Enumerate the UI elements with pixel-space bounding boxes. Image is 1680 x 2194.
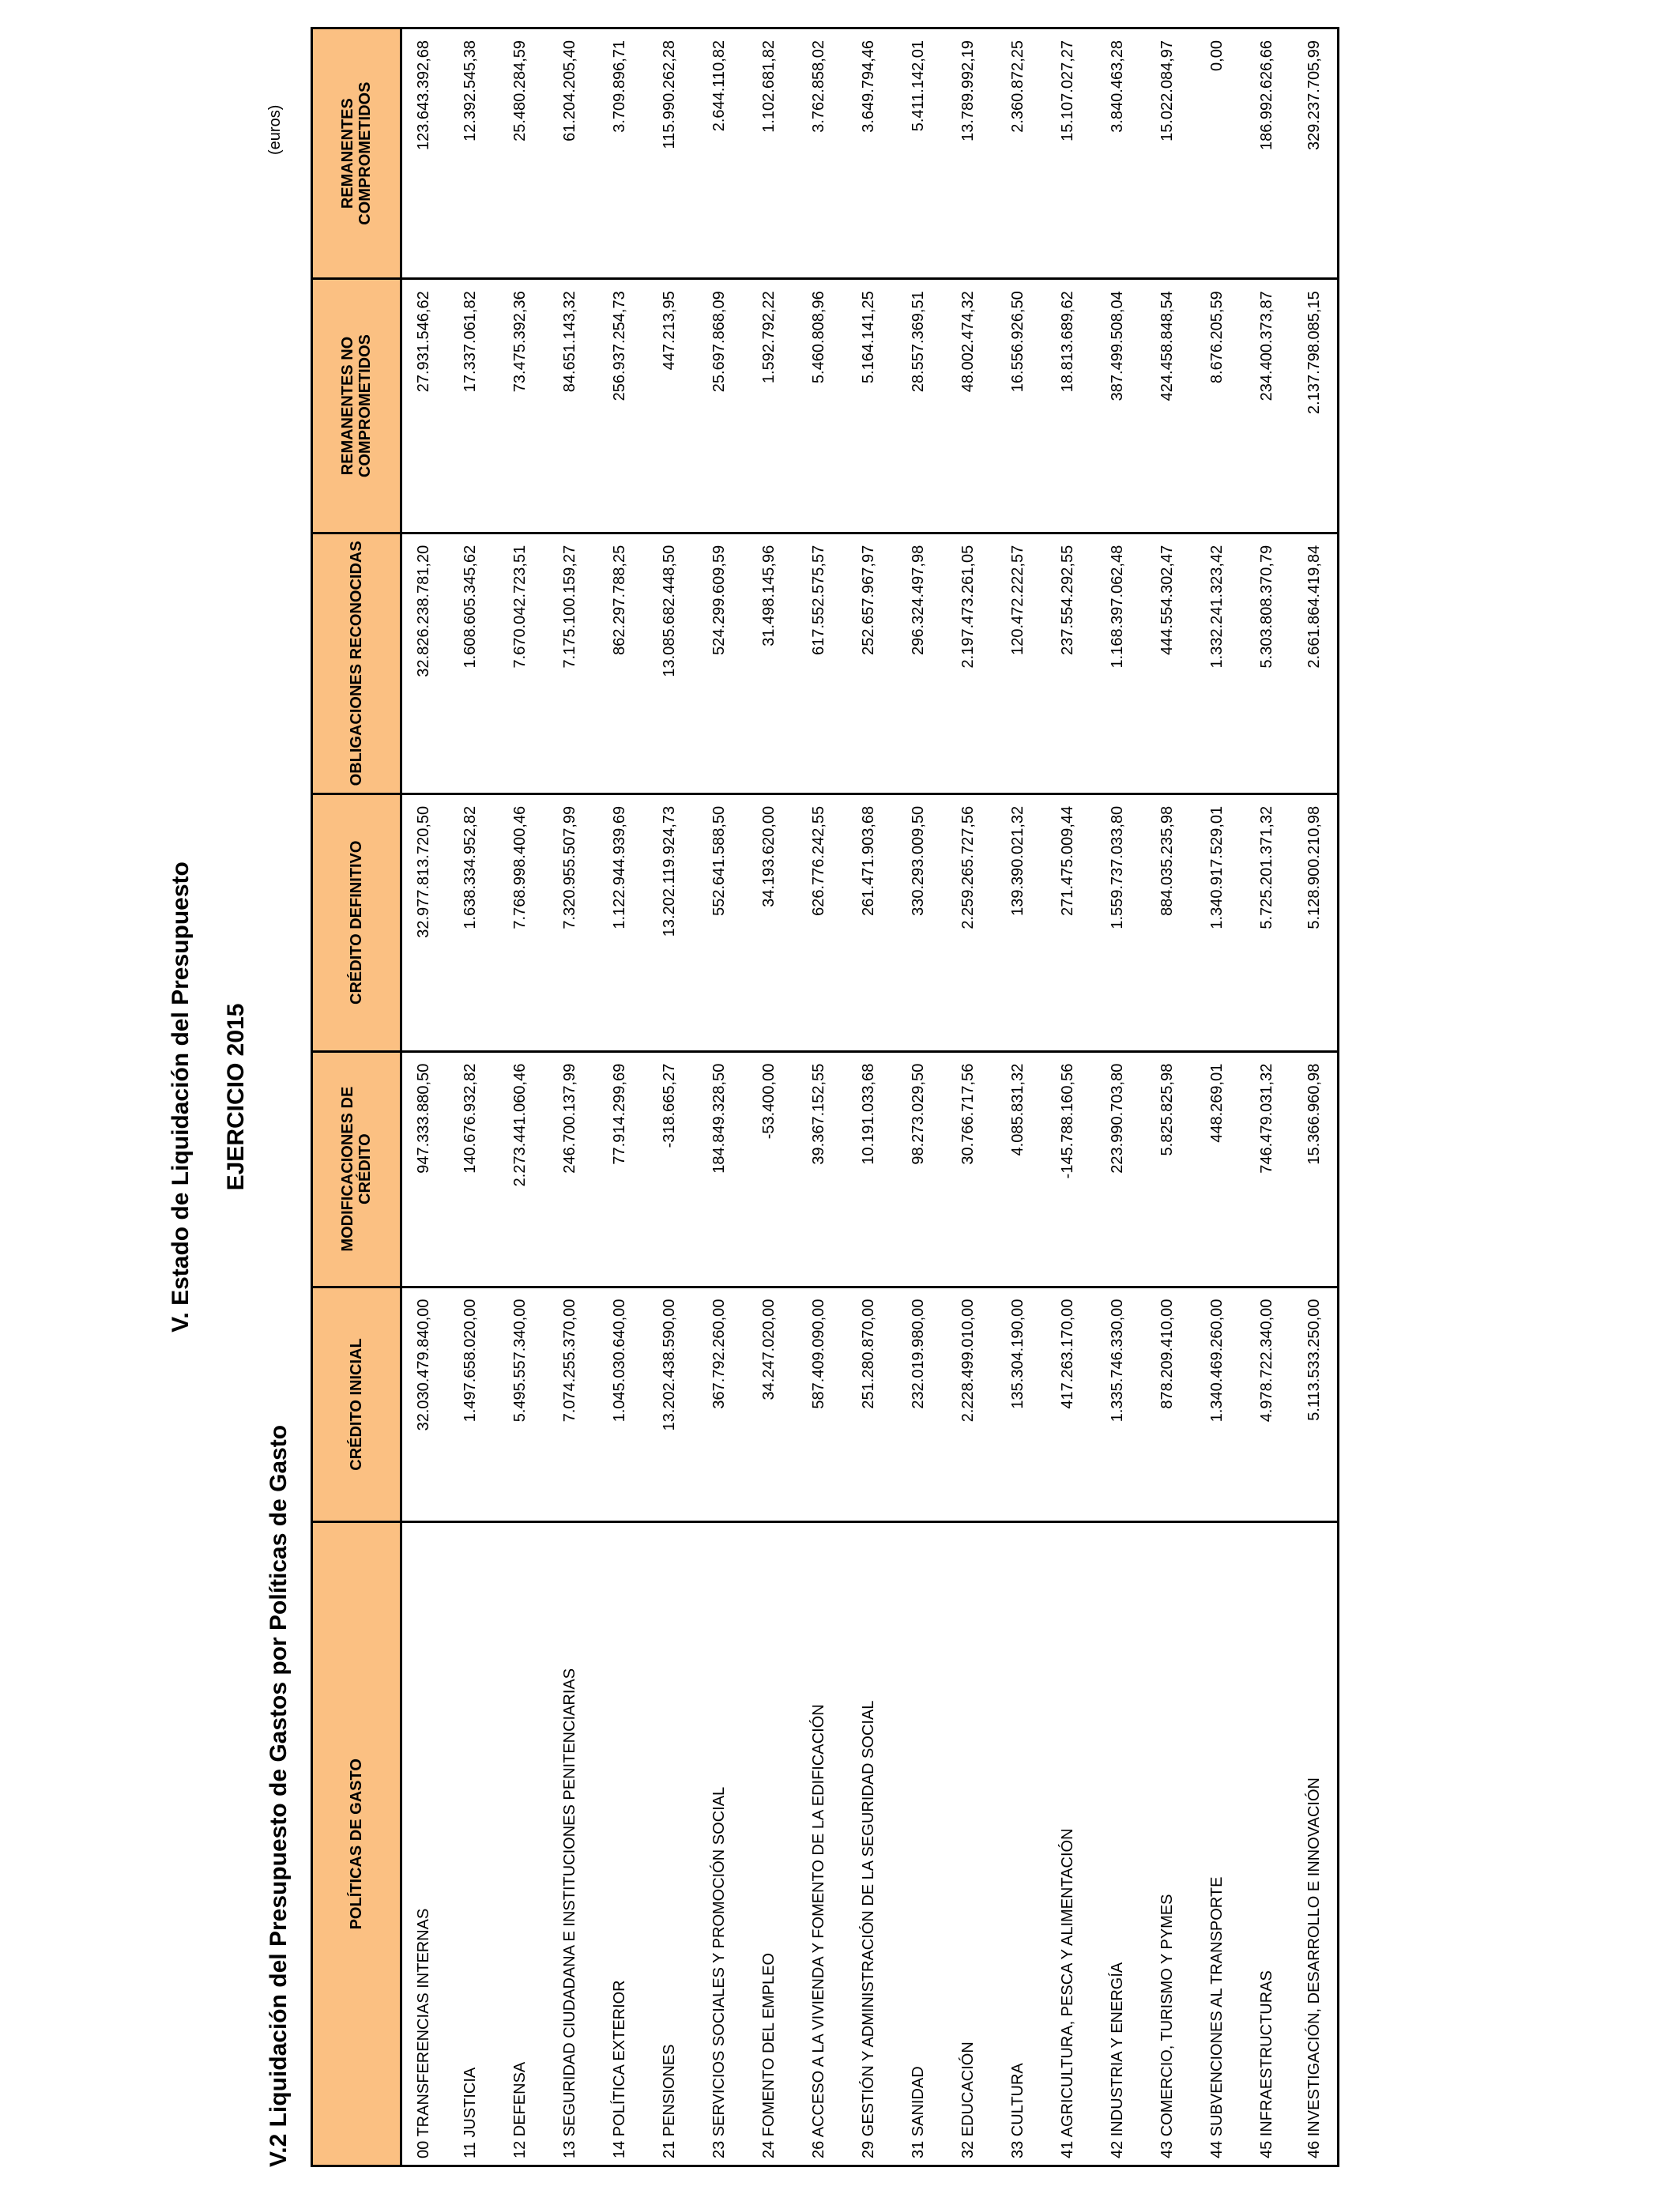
table-row	[401, 28, 446, 2166]
header-remanentes-comp: REMANENTES COMPROMETIDOS	[312, 28, 401, 279]
table-row	[1143, 28, 1192, 2166]
cell-credito-definitivo: 552.641.588,50	[695, 794, 744, 1051]
cell-remanentes-no: 2.137.798.085,15	[1292, 279, 1339, 533]
cell-remanentes-no: 256.937.254,73	[595, 279, 645, 533]
cell-remanentes-no: 25.697.868,09	[695, 279, 744, 533]
table-row	[1292, 28, 1339, 2166]
cell-obligaciones: 524.299.609,59	[695, 533, 744, 794]
cell-remanentes-comp: 3.762.858,02	[794, 28, 844, 279]
cell-remanentes-comp: 186.992.626,66	[1242, 28, 1292, 279]
cell-modificaciones: 5.825.825,98	[1143, 1051, 1192, 1287]
table-row	[645, 28, 695, 2166]
table-row	[1192, 28, 1242, 2166]
cell-politica: 00 TRANSFERENCIAS INTERNAS	[401, 1522, 446, 2166]
cell-modificaciones: -145.788.160,56	[1043, 1051, 1093, 1287]
cell-politica: 31 SANIDAD	[894, 1522, 944, 2166]
cell-remanentes-no: 5.164.141,25	[844, 279, 894, 533]
cell-credito-inicial: 367.792.260,00	[695, 1287, 744, 1522]
cell-remanentes-comp: 115.990.262,28	[645, 28, 695, 279]
cell-modificaciones: -318.665,27	[645, 1051, 695, 1287]
cell-politica: 11 JUSTICIA	[446, 1522, 495, 2166]
header-modificaciones: MODIFICACIONES DE CRÉDITO	[312, 1051, 401, 1287]
cell-remanentes-no: 387.499.508,04	[1093, 279, 1143, 533]
header-credito-inicial: CRÉDITO INICIAL	[312, 1287, 401, 1522]
table-row	[595, 28, 645, 2166]
table-row	[446, 28, 495, 2166]
table-row	[993, 28, 1043, 2166]
cell-obligaciones: 32.826.238.781,20	[401, 533, 446, 794]
cell-politica: 29 GESTIÓN Y ADMINISTRACIÓN DE LA SEGURIDAD SOCIAL	[844, 1522, 894, 2166]
cell-modificaciones: 140.676.932,82	[446, 1051, 495, 1287]
table-row	[695, 28, 744, 2166]
cell-politica: 24 FOMENTO DEL EMPLEO	[744, 1522, 794, 2166]
cell-remanentes-comp: 3.709.896,71	[595, 28, 645, 279]
cell-politica: 33 CULTURA	[993, 1522, 1043, 2166]
cell-obligaciones: 617.552.575,57	[794, 533, 844, 794]
table-row	[1242, 28, 1292, 2166]
cell-modificaciones: 223.990.703,80	[1093, 1051, 1143, 1287]
cell-remanentes-comp: 61.204.205,40	[545, 28, 595, 279]
cell-obligaciones: 7.670.042.723,51	[495, 533, 545, 794]
cell-obligaciones: 1.608.605.345,62	[446, 533, 495, 794]
cell-modificaciones: 2.273.441.060,46	[495, 1051, 545, 1287]
cell-remanentes-comp: 2.644.110,82	[695, 28, 744, 279]
cell-remanentes-no: 73.475.392,36	[495, 279, 545, 533]
cell-modificaciones: 15.366.960,98	[1292, 1051, 1339, 1287]
table-row	[944, 28, 993, 2166]
cell-credito-definitivo: 1.638.334.952,82	[446, 794, 495, 1051]
cell-credito-inicial: 1.335.746.330,00	[1093, 1287, 1143, 1522]
cell-credito-inicial: 5.495.557.340,00	[495, 1287, 545, 1522]
cell-remanentes-no: 447.213,95	[645, 279, 695, 533]
cell-politica: 42 INDUSTRIA Y ENERGÍA	[1093, 1522, 1143, 2166]
cell-modificaciones: 246.700.137,99	[545, 1051, 595, 1287]
cell-remanentes-comp: 3.649.794,46	[844, 28, 894, 279]
section-title: V.2 Liquidación del Presupuesto de Gastos por Políticas de Gasto	[266, 1424, 292, 2167]
cell-credito-inicial: 1.340.469.260,00	[1192, 1287, 1242, 1522]
cell-credito-inicial: 232.019.980,00	[894, 1287, 944, 1522]
cell-credito-inicial: 878.209.410,00	[1143, 1287, 1192, 1522]
cell-politica: 21 PENSIONES	[645, 1522, 695, 2166]
cell-credito-inicial: 4.978.722.340,00	[1242, 1287, 1292, 1522]
cell-obligaciones: 31.498.145,96	[744, 533, 794, 794]
cell-obligaciones: 5.303.808.370,79	[1242, 533, 1292, 794]
main-title: V. Estado de Liquidación del Presupuesto	[168, 861, 194, 1333]
cell-credito-definitivo: 139.390.021,32	[993, 794, 1043, 1051]
cell-remanentes-comp: 123.643.392,68	[401, 28, 446, 279]
cell-remanentes-comp: 5.411.142,01	[894, 28, 944, 279]
cell-politica: 26 ACCESO A LA VIVIENDA Y FOMENTO DE LA EDIFICACIÓN	[794, 1522, 844, 2166]
cell-remanentes-comp: 329.237.705,99	[1292, 28, 1339, 279]
cell-remanentes-comp: 15.107.027,27	[1043, 28, 1093, 279]
cell-remanentes-comp: 15.022.084,97	[1143, 28, 1192, 279]
cell-credito-definitivo: 13.202.119.924,73	[645, 794, 695, 1051]
cell-modificaciones: 39.367.152,55	[794, 1051, 844, 1287]
cell-credito-inicial: 251.280.870,00	[844, 1287, 894, 1522]
cell-credito-definitivo: 7.768.998.400,46	[495, 794, 545, 1051]
header-remanentes-no: REMANENTES NO COMPROMETIDOS	[312, 279, 401, 533]
cell-obligaciones: 444.554.302,47	[1143, 533, 1192, 794]
cell-modificaciones: 448.269,01	[1192, 1051, 1242, 1287]
cell-modificaciones: 10.191.033,68	[844, 1051, 894, 1287]
header-politicas: POLÍTICAS DE GASTO	[312, 1522, 401, 2166]
table-row	[744, 28, 794, 2166]
cell-obligaciones: 252.657.967,97	[844, 533, 894, 794]
cell-remanentes-no: 16.556.926,50	[993, 279, 1043, 533]
cell-credito-inicial: 135.304.190,00	[993, 1287, 1043, 1522]
cell-credito-inicial: 7.074.255.370,00	[545, 1287, 595, 1522]
cell-credito-definitivo: 884.035.235,98	[1143, 794, 1192, 1051]
table-row	[894, 28, 944, 2166]
cell-modificaciones: 746.479.031,32	[1242, 1051, 1292, 1287]
cell-remanentes-no: 5.460.808,96	[794, 279, 844, 533]
table-row	[495, 28, 545, 2166]
cell-remanentes-no: 1.592.792,22	[744, 279, 794, 533]
cell-politica: 14 POLÍTICA EXTERIOR	[595, 1522, 645, 2166]
cell-obligaciones: 120.472.222,57	[993, 533, 1043, 794]
cell-politica: 41 AGRICULTURA, PESCA Y ALIMENTACIÓN	[1043, 1522, 1093, 2166]
table-row	[844, 28, 894, 2166]
header-credito-definitivo: CRÉDITO DEFINITIVO	[312, 794, 401, 1051]
cell-politica: 44 SUBVENCIONES AL TRANSPORTE	[1192, 1522, 1242, 2166]
table-row	[545, 28, 595, 2166]
cell-credito-inicial: 32.030.479.840,00	[401, 1287, 446, 1522]
cell-politica: 12 DEFENSA	[495, 1522, 545, 2166]
cell-credito-definitivo: 261.471.903,68	[844, 794, 894, 1051]
cell-remanentes-no: 234.400.373,87	[1242, 279, 1292, 533]
cell-modificaciones: 77.914.299,69	[595, 1051, 645, 1287]
cell-credito-definitivo: 1.340.917.529,01	[1192, 794, 1242, 1051]
cell-credito-definitivo: 1.122.944.939,69	[595, 794, 645, 1051]
cell-modificaciones: 98.273.029,50	[894, 1051, 944, 1287]
table-row	[1043, 28, 1093, 2166]
cell-credito-inicial: 417.263.170,00	[1043, 1287, 1093, 1522]
cell-politica: 45 INFRAESTRUCTURAS	[1242, 1522, 1292, 2166]
table-row	[794, 28, 844, 2166]
cell-remanentes-no: 28.557.369,51	[894, 279, 944, 533]
cell-politica: 43 COMERCIO, TURISMO Y PYMES	[1143, 1522, 1192, 2166]
cell-remanentes-comp: 12.392.545,38	[446, 28, 495, 279]
cell-remanentes-comp: 13.789.992,19	[944, 28, 993, 279]
cell-obligaciones: 2.661.864.419,84	[1292, 533, 1339, 794]
cell-obligaciones: 237.554.292,55	[1043, 533, 1093, 794]
cell-credito-inicial: 5.113.533.250,00	[1292, 1287, 1339, 1522]
cell-remanentes-comp: 1.102.681,82	[744, 28, 794, 279]
header-obligaciones: OBLIGACIONES RECONOCIDAS	[312, 533, 401, 794]
cell-credito-inicial: 34.247.020,00	[744, 1287, 794, 1522]
cell-obligaciones: 13.085.682.448,50	[645, 533, 695, 794]
budget-table	[311, 27, 1339, 2167]
cell-politica: 46 INVESTIGACIÓN, DESARROLLO E INNOVACIÓN	[1292, 1522, 1339, 2166]
cell-obligaciones: 2.197.473.261,05	[944, 533, 993, 794]
cell-credito-definitivo: 5.725.201.371,32	[1242, 794, 1292, 1051]
cell-credito-inicial: 587.409.090,00	[794, 1287, 844, 1522]
year-title: EJERCICIO 2015	[223, 1003, 249, 1191]
cell-politica: 32 EDUCACIÓN	[944, 1522, 993, 2166]
cell-credito-definitivo: 626.776.242,55	[794, 794, 844, 1051]
cell-credito-inicial: 1.497.658.020,00	[446, 1287, 495, 1522]
cell-modificaciones: -53.400,00	[744, 1051, 794, 1287]
cell-credito-definitivo: 2.259.265.727,56	[944, 794, 993, 1051]
cell-modificaciones: 947.333.880,50	[401, 1051, 446, 1287]
cell-remanentes-comp: 2.360.872,25	[993, 28, 1043, 279]
cell-credito-definitivo: 271.475.009,44	[1043, 794, 1093, 1051]
cell-credito-inicial: 13.202.438.590,00	[645, 1287, 695, 1522]
cell-remanentes-no: 48.002.474,32	[944, 279, 993, 533]
cell-remanentes-comp: 0,00	[1192, 28, 1242, 279]
cell-obligaciones: 862.297.788,25	[595, 533, 645, 794]
cell-remanentes-comp: 3.840.463,28	[1093, 28, 1143, 279]
cell-credito-definitivo: 330.293.009,50	[894, 794, 944, 1051]
cell-credito-definitivo: 5.128.900.210,98	[1292, 794, 1339, 1051]
cell-credito-definitivo: 32.977.813.720,50	[401, 794, 446, 1051]
cell-credito-inicial: 2.228.499.010,00	[944, 1287, 993, 1522]
cell-modificaciones: 30.766.717,56	[944, 1051, 993, 1287]
cell-obligaciones: 1.332.241.323,42	[1192, 533, 1242, 794]
cell-remanentes-no: 424.458.848,54	[1143, 279, 1192, 533]
cell-obligaciones: 7.175.100.159,27	[545, 533, 595, 794]
cell-politica: 13 SEGURIDAD CIUDADANA E INSTITUCIONES PENITENCIARIAS	[545, 1522, 595, 2166]
cell-remanentes-comp: 25.480.284,59	[495, 28, 545, 279]
unit-label: (euros)	[266, 104, 284, 155]
cell-remanentes-no: 27.931.546,62	[401, 279, 446, 533]
cell-remanentes-no: 17.337.061,82	[446, 279, 495, 533]
cell-obligaciones: 296.324.497,98	[894, 533, 944, 794]
cell-credito-definitivo: 1.559.737.033,80	[1093, 794, 1143, 1051]
cell-remanentes-no: 84.651.143,32	[545, 279, 595, 533]
table-header-row	[312, 28, 401, 2166]
cell-politica: 23 SERVICIOS SOCIALES Y PROMOCIÓN SOCIAL	[695, 1522, 744, 2166]
cell-remanentes-no: 18.813.689,62	[1043, 279, 1093, 533]
cell-credito-definitivo: 7.320.955.507,99	[545, 794, 595, 1051]
table-row	[1093, 28, 1143, 2166]
cell-credito-definitivo: 34.193.620,00	[744, 794, 794, 1051]
cell-remanentes-no: 8.676.205,59	[1192, 279, 1242, 533]
cell-obligaciones: 1.168.397.062,48	[1093, 533, 1143, 794]
cell-credito-inicial: 1.045.030.640,00	[595, 1287, 645, 1522]
cell-modificaciones: 4.085.831,32	[993, 1051, 1043, 1287]
cell-modificaciones: 184.849.328,50	[695, 1051, 744, 1287]
